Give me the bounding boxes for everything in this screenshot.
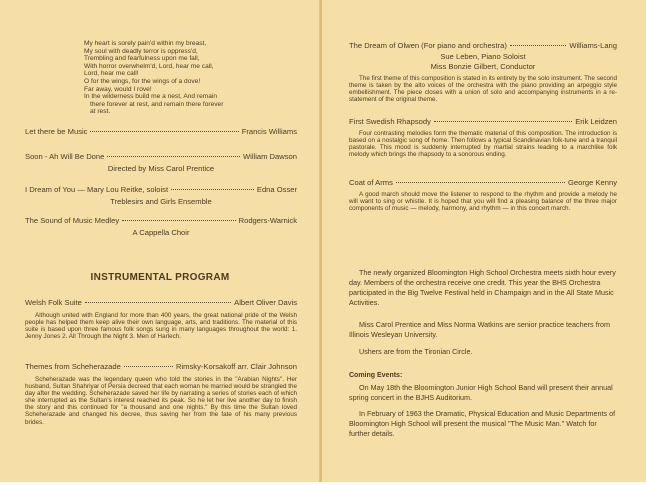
program-entry	[25, 298, 297, 340]
poem-line: Far away, would I rove!	[84, 85, 152, 93]
composer: Albert Oliver Davis	[234, 298, 297, 307]
poem-line: Trembling and fearfulness upon me fall,	[84, 55, 200, 63]
piece-title: I Dream of You — Mary Lou Reitke, soloist	[25, 185, 169, 194]
composer: Rimsky-Korsakoff arr. Clair Johnson	[176, 362, 297, 371]
ensemble-note: Treblesirs and Girls Ensemble	[110, 197, 212, 206]
poem-line: there forever at rest, and remain there forever	[90, 100, 224, 108]
piece-description: Although united with England for more than 400 years, the great national pride of the Welsh people has helped them keep alive their own language, arts, and traditions. The material of this suite is based upon three famous folk songs sung in many languages throughout the world: 1. Jenny Jones 2. All Through the Night 3. Men of Harlech.	[25, 312, 297, 341]
piece-title: Soon - Ah Will Be Done	[25, 152, 105, 161]
leader-dots	[85, 302, 231, 303]
leader-dots	[396, 182, 565, 183]
poem-line: With horror overwhelm'd, Lord, hear me call,	[84, 62, 214, 70]
poem-line: at rest.	[90, 108, 111, 116]
poem-line: In the wilderness build me a nest, And remain	[84, 93, 218, 101]
left-page	[0, 0, 320, 485]
piece-description: Scheherazade was the legendary queen who told the stories in the "Arabian Nights". Her husband, Sultan Shahriyar of Persia decreed that each woman he married would be strangled the day after the wedding. Scheherazade saved her life by narrating a series of stories each of which she interrupted as the Sultan's interest reached its peak. So he let her live another day to finish the story and this continued for "a thousand and one nights." By this time the Sultan loved Scheherazade and changed his decree, thus saving her from the fate of his many previous brides.	[25, 376, 297, 426]
composer: Williams-Lang	[569, 41, 617, 50]
leader-dots	[107, 156, 240, 157]
director-note: Directed by Miss Carol Prentice	[107, 164, 215, 173]
composer: Rodgers-Warnick	[238, 216, 297, 225]
leader-dots	[124, 366, 173, 367]
piece-title: Let there be Music	[25, 127, 88, 136]
piece-description: Four contrasting melodies form the thematic material of this composition. The introduction is based on a nostalgic song of home. Then follows a typical Scandinavian folk-tune and a tranquil pastorale. This mood is suddenly interrupted by martial strains leading to a marchlike folk melody which brings the rhapsody to a sonorous ending.	[349, 130, 617, 159]
right-page	[322, 0, 646, 485]
program-entry	[25, 152, 297, 173]
piece-title: Themes from Scheherazade	[25, 362, 121, 371]
piece-title: The Sound of Music Medley	[25, 216, 120, 225]
poem-line: My soul with deadly terror is oppress'd,	[84, 47, 198, 55]
teachers-note: Miss Carol Prentice and Miss Norma Watkins are senior practice teachers from Illinois Wesleyan University.	[349, 320, 610, 339]
ensemble-note: A Cappella Choir	[132, 228, 190, 237]
poem-line: Lord, hear me call!	[84, 70, 139, 78]
program-entry	[25, 216, 297, 237]
event-note: On May 18th the Bloomington Junior High School Band will present their annual spring concert in the BJHS Auditorium.	[349, 383, 613, 402]
leader-dots	[171, 189, 254, 190]
piece-title: First Swedish Rhapsody	[349, 117, 431, 126]
leader-dots	[122, 220, 236, 221]
piece-description: The first theme of this composition is stated in its entirety by the solo instrument. The second theme is taken by the alto voices of the orchestra with the piano providing an arpeggio style embellishment. The piece closes with a union of solo and accompanying instruments in a re-statement of the original theme.	[349, 75, 617, 104]
composer: George Kenny	[568, 178, 617, 187]
program-entry	[25, 185, 297, 206]
piece-title: Welsh Folk Suite	[25, 298, 82, 307]
composer: Francis Williams	[241, 127, 297, 136]
program-entry	[349, 178, 617, 212]
event-note: In February of 1963 the Dramatic, Physical Education and Music Departments of Bloomington High School will present the musical "The Music Man." Watch for further details.	[349, 409, 616, 438]
program-entry	[349, 41, 617, 103]
composer: Edna Osser	[256, 185, 297, 194]
instrumental-heading: INSTRUMENTAL PROGRAM	[90, 272, 230, 283]
leader-dots	[90, 131, 238, 132]
orchestra-note: The newly organized Bloomington High School Orchestra meets sixth hour every day. Members of the orchestra receive one credit. This year the BHS Orchestra participated in the Big Twelve Festival held in Champaign and in the All State Music Activities.	[349, 268, 616, 307]
leader-dots	[434, 121, 572, 122]
composer: William Dawson	[242, 152, 297, 161]
poem-line: O for the wings, for the wings of a dove!	[84, 77, 201, 85]
piece-description: A good march should move the listener to respond to the rhythm and provide a melody he will want to sing or whistle. It is hoped that you will find a pleasing balance of the three major components of music — melody, harmony, and rhythm — in this concert march.	[349, 191, 617, 213]
coming-events-heading: Coming Events:	[349, 372, 403, 379]
program-entry	[25, 127, 297, 136]
composer: Erik Leidzen	[575, 117, 617, 126]
poem-line: My heart is sorely pain'd within my breast,	[84, 40, 207, 47]
poem	[84, 40, 223, 116]
program-entry	[349, 117, 617, 158]
piece-title: The Dream of Olwen (For piano and orchestra)	[349, 41, 507, 50]
leader-dots	[510, 45, 566, 46]
conductor-note: Miss Bonzie Gilbert, Conductor	[430, 62, 536, 71]
program-entry	[25, 362, 297, 426]
soloist-note: Sue Leben, Piano Soloist	[440, 52, 526, 61]
piece-title: Coat of Arms	[349, 178, 393, 187]
ushers-note: Ushers are from the Tironian Circle.	[359, 347, 473, 356]
